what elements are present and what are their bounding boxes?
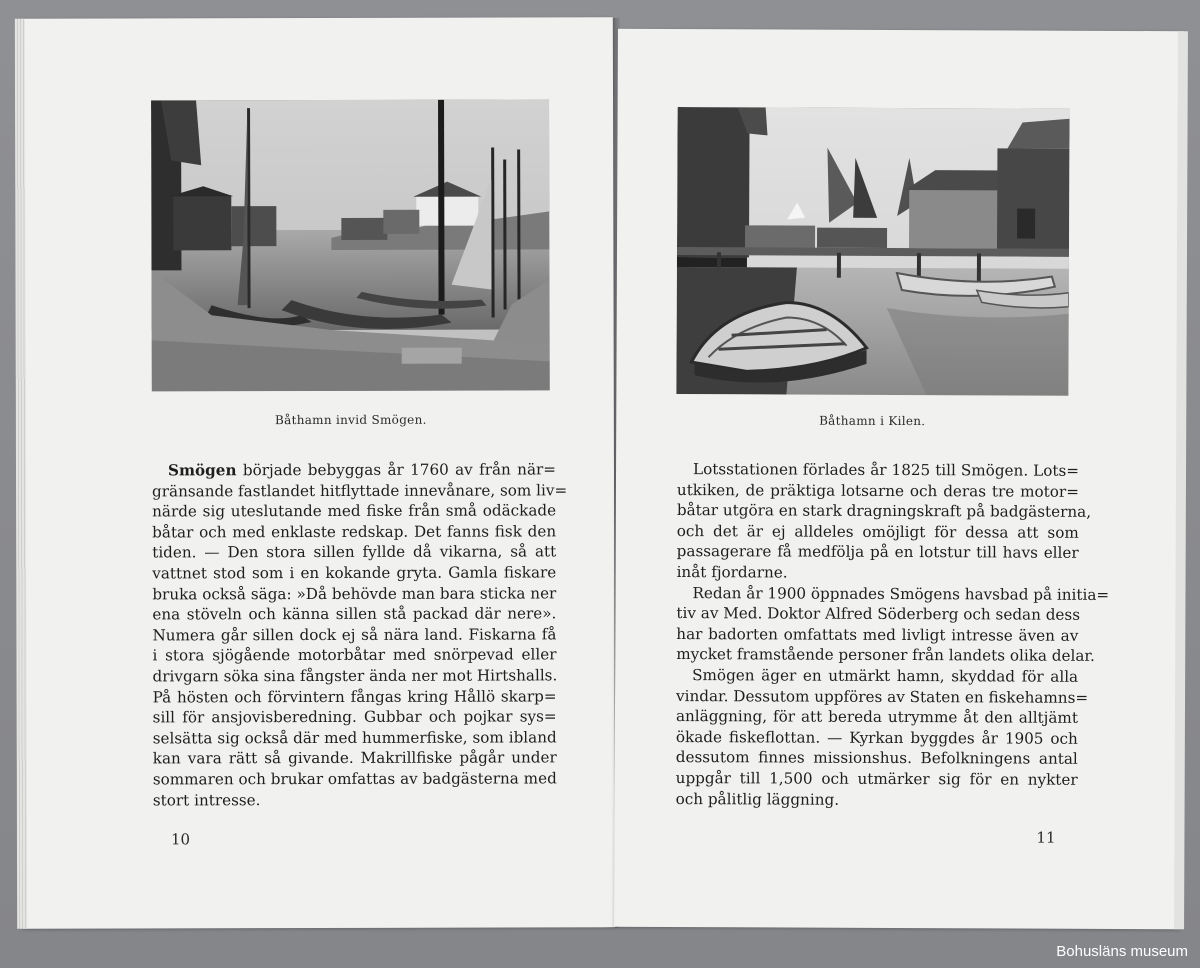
text-line: stort intresse. bbox=[152, 790, 261, 809]
text-line: sill för ansjovisberedning. Gubbar och pojkar sys= bbox=[152, 707, 557, 727]
text-line: Smögen började bebyggas år 1760 av från när= bbox=[167, 460, 557, 480]
text-line: bruka också säga: »Då behövde man bara sticka ner bbox=[152, 583, 557, 603]
text-line: Numera går sillen dock ej så nära land. Fiskarna få bbox=[152, 625, 557, 645]
text-line: kan vara rätt så givande. Makrillfiske pågår under bbox=[152, 748, 557, 768]
text-line: närde sig uteslutande med fiske från små odäckade bbox=[152, 501, 557, 521]
text-line: Redan år 1900 öppnades Smögens havsbad på initia= bbox=[692, 583, 1110, 604]
text-line: inåt fjordarne. bbox=[676, 562, 788, 582]
text-line: tiden. — Den stora sillen fyllde då vikarna, så att bbox=[152, 542, 557, 562]
text-line: båtar och med enklaste redskap. Det fanns fisk den bbox=[152, 522, 557, 542]
text-line: och pålitlig läggning. bbox=[675, 789, 840, 809]
text-line: ena stöveln och känna sillen stå packad där nere». bbox=[152, 604, 557, 624]
page-stack-edge bbox=[15, 19, 27, 929]
body-text bbox=[675, 459, 1110, 811]
text-line: gränsande fastlandet hitflyttade innevånare, som liv= bbox=[152, 480, 568, 501]
text-line: uppgår till 1,500 och utmärker sig för en nykter bbox=[675, 768, 1078, 789]
text-line: i stora sjögående motorbåtar med snörpevad eller bbox=[152, 645, 557, 665]
text-line: vattnet stod som i en kokande gryta. Gamla fiskare bbox=[152, 563, 557, 583]
text-line: På hösten och förvintern fångas kring Hållö skarp= bbox=[152, 686, 557, 706]
text-line: selsätta sig också där med hummerfiske, som ibland bbox=[152, 728, 557, 748]
lead-word: Smögen bbox=[167, 461, 237, 480]
text-line: och det är ej alldeles omöjligt för dessa att som bbox=[676, 521, 1079, 542]
photo-caption: Båthamn i Kilen. bbox=[819, 413, 926, 429]
text-line: vindar. Dessutom uppföres av Staten en fiskehamns= bbox=[676, 686, 1089, 707]
photo-caption: Båthamn invid Smögen. bbox=[274, 412, 427, 428]
text-line: tiv av Med. Doktor Alfred Söderberg och sedan dess bbox=[676, 604, 1081, 624]
text-line: båtar utgöra en stark dragningskraft på badgästerna, bbox=[676, 501, 1092, 522]
page-number: 10 bbox=[170, 830, 191, 849]
harbour-kilen-photo bbox=[676, 107, 1069, 396]
text-line: anläggning, för att bereda utrymme åt den alltjämt bbox=[675, 707, 1078, 727]
text-line: utkiken, de präktiga lotsarne och deras tre motor= bbox=[676, 480, 1079, 501]
text-line: har badorten omfattats med livligt intresse även av bbox=[676, 624, 1079, 645]
text-line: dessutom finnes missionshus. Befolkningens antal bbox=[675, 748, 1078, 769]
text-line: Lotsstationen förlades år 1825 till Smögen. Lots= bbox=[693, 460, 1080, 480]
page-number: 11 bbox=[1036, 828, 1056, 847]
text-line: drivgarn söka sina fångster ända ner mot Hirtshalls. bbox=[152, 666, 558, 686]
text-line: ökade fiskeflottan. — Kyrkan byggdes år 1905 och bbox=[675, 727, 1078, 748]
right-page bbox=[614, 29, 1184, 929]
text-line: mycket framstående personer från landets olika delar. bbox=[676, 645, 1095, 666]
museum-watermark: Bohusläns museum bbox=[1056, 943, 1188, 960]
boat-harbour-photo bbox=[151, 99, 550, 391]
text-line: Smögen äger en utmärkt hamn, skyddad för alla bbox=[692, 666, 1079, 686]
text-line: sommaren och brukar omfattas av badgästerna med bbox=[152, 769, 557, 789]
body-text bbox=[152, 459, 568, 810]
text-line: passagerare få medfölja på en lotstur till havs eller bbox=[676, 542, 1079, 563]
left-page bbox=[21, 17, 615, 929]
